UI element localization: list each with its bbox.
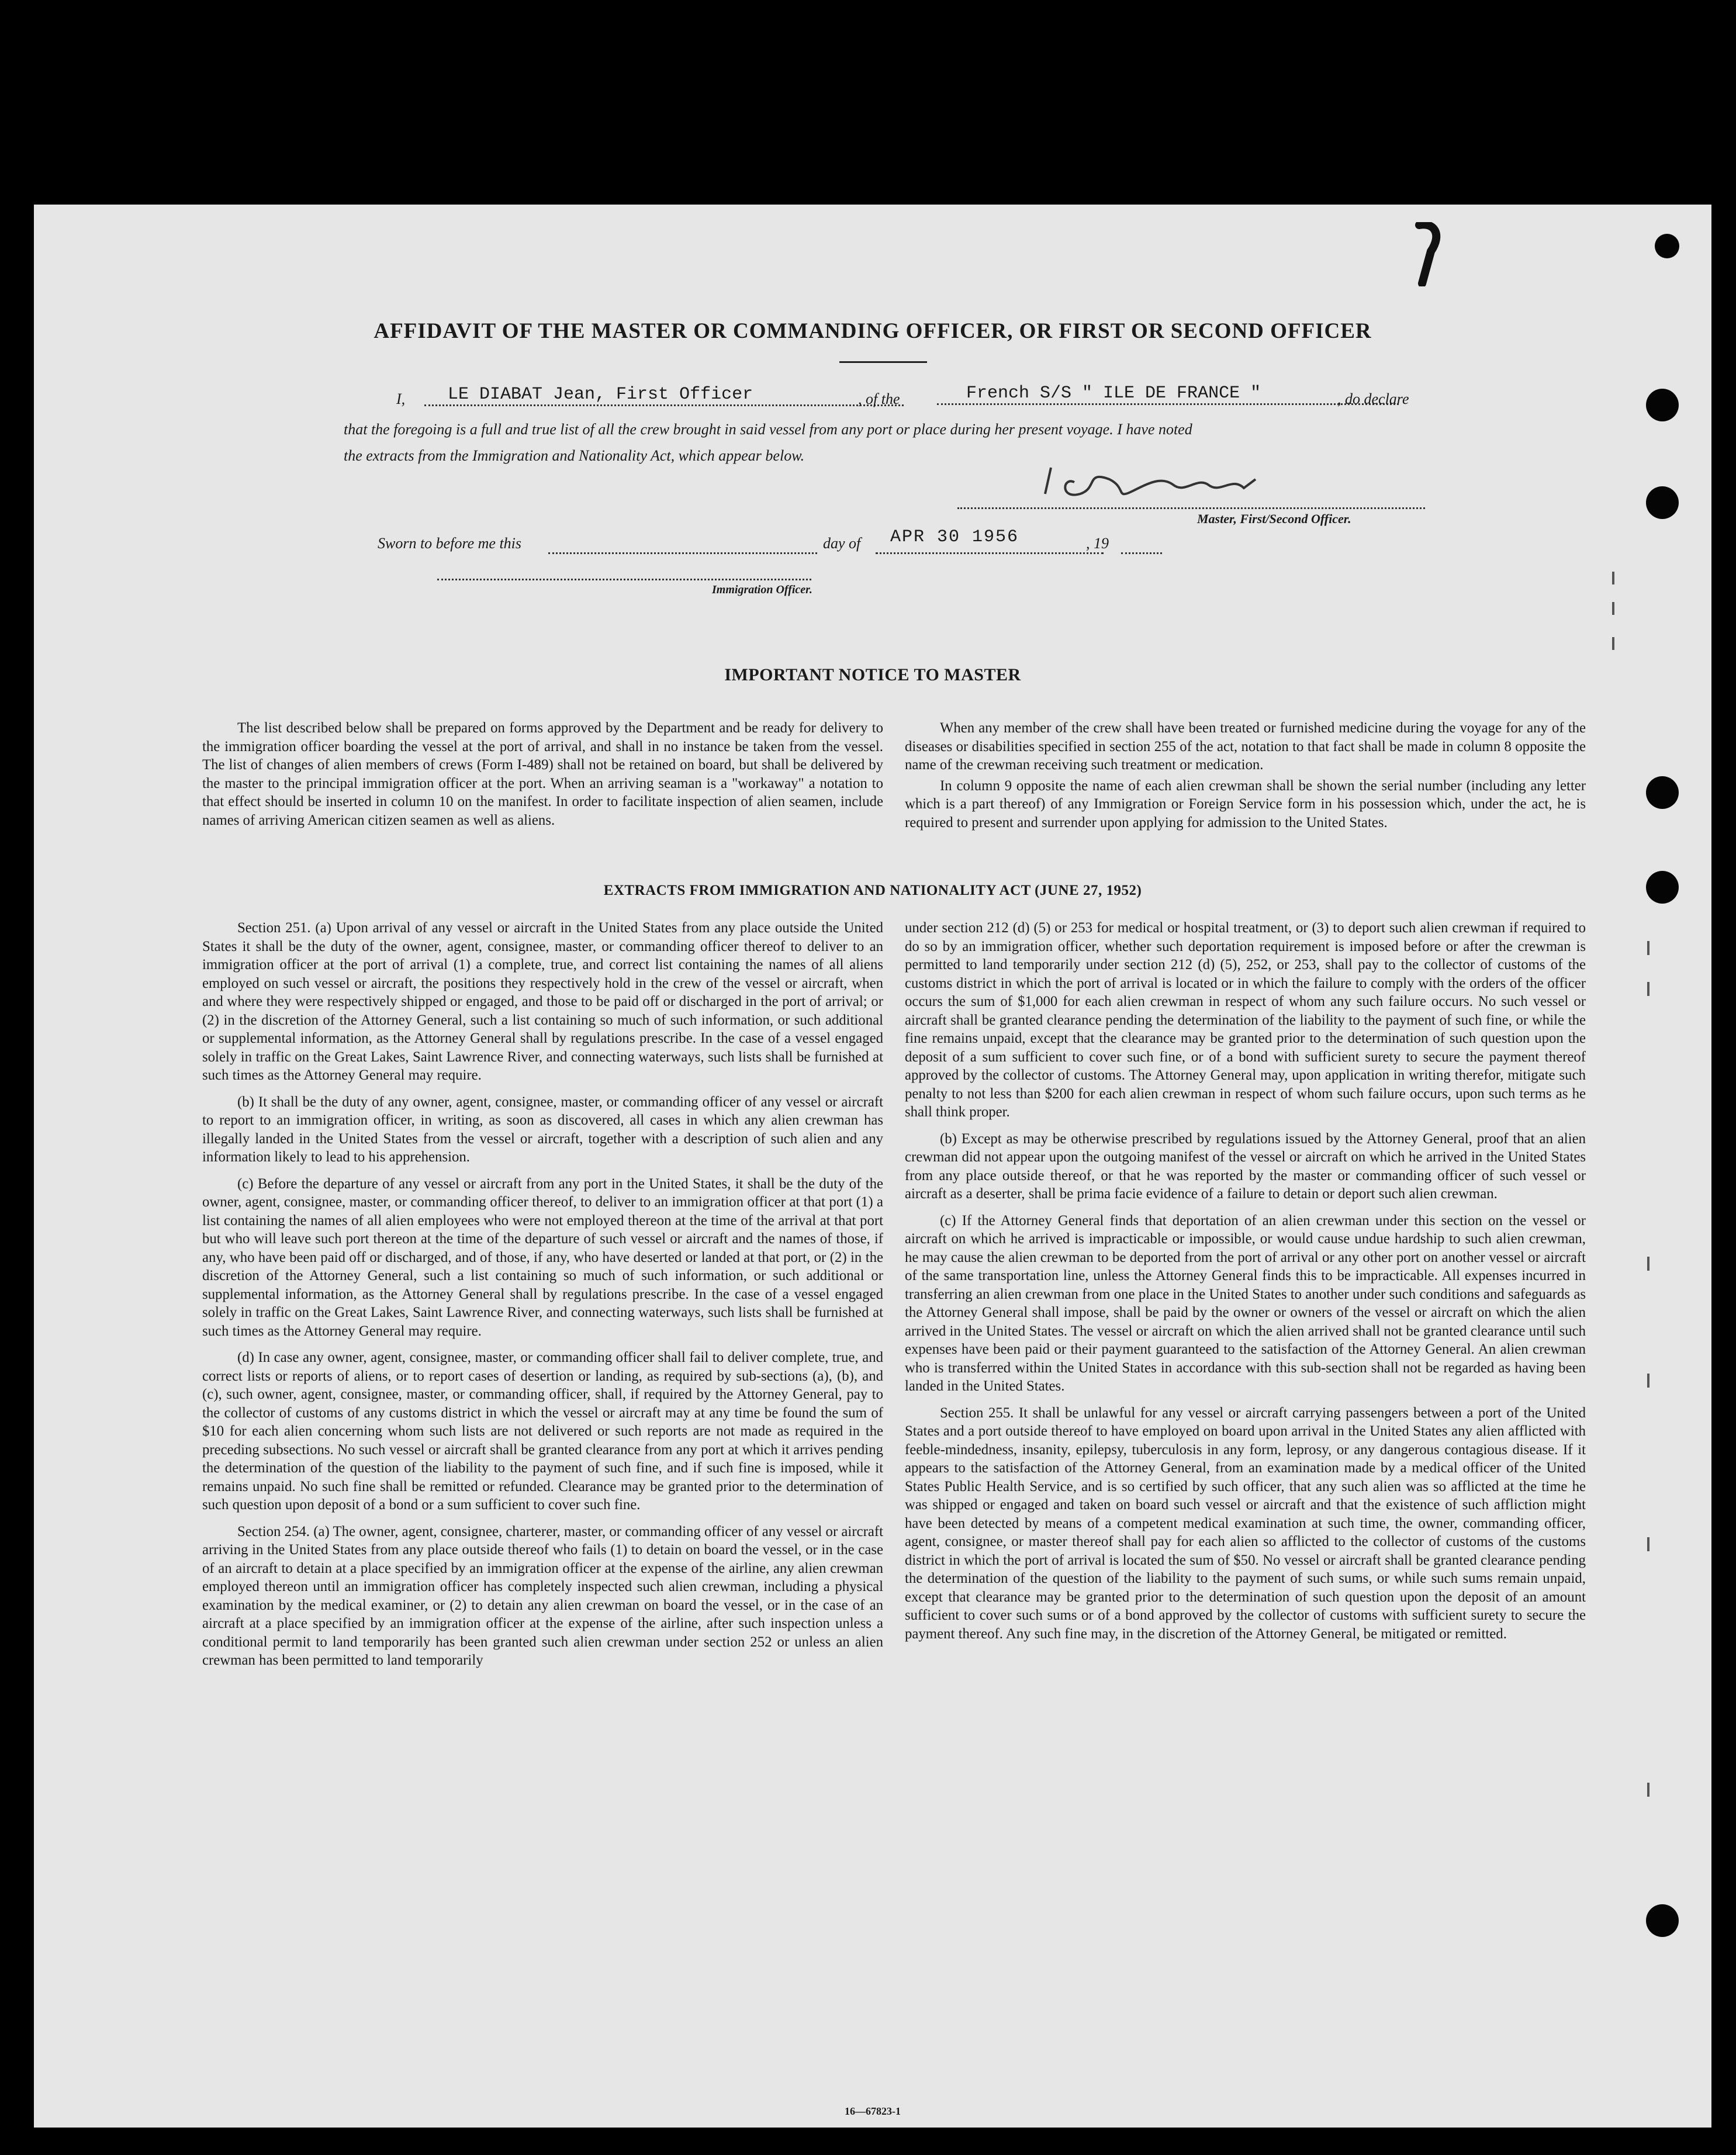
- extracts-heading: EXTRACTS FROM IMMIGRATION AND NATIONALITY ACT (JUNE 27, 1952): [603, 883, 1142, 898]
- signature-scribble-icon: [1028, 459, 1378, 506]
- vessel-name-field: French S/S " ILE DE FRANCE ": [937, 383, 1399, 405]
- punch-hole: [1646, 1904, 1679, 1937]
- margin-tick: [1647, 941, 1649, 955]
- notice-right-paragraph: In column 9 opposite the name of each alien crewman shall be shown the serial number (including any letter which is a part thereof) of any Immigration or Foreign Service form in his possession which, under the act, he is required to present and surrender upon applying for admission to the United States.: [905, 777, 1586, 831]
- punch-hole: [1646, 389, 1679, 421]
- extract-paragraph: Section 254. (a) The owner, agent, consignee, charterer, master, or commanding officer of any vessel or aircraft arriving in the United States from any place outside thereof who fails (1) to detain on board the vessel, or in the case of an aircraft to detain at a place specified by an immigration officer at the expense of the airline, any alien crewman employed thereon until an immigration officer has completely inspected such alien crewman, including a physical examination by the medical examiner, or (2) to detain any alien crewman on board the vessel, or in the case of an aircraft at a place specified by an immigration officer at the expense of the airline, after such inspection unless a conditional permit to land temporarily has been granted such alien crewman under section 252 or unless an alien crewman has been permitted to land temporarily: [202, 1523, 883, 1668]
- notice-right-column: [905, 719, 1586, 832]
- notice-left-column: [202, 719, 883, 829]
- day-of-label: day of: [823, 535, 861, 552]
- margin-tick: [1647, 1537, 1649, 1551]
- notice-heading: IMPORTANT NOTICE TO MASTER: [724, 665, 1021, 684]
- margin-tick: [1647, 1783, 1649, 1797]
- punch-hole: [1646, 776, 1679, 809]
- title-underline: [839, 361, 927, 363]
- margin-tick: [1647, 1257, 1649, 1271]
- extract-paragraph: (d) In case any owner, agent, consignee, master, or commanding officer shall fail to deliver complete, true, and correct lists or reports of aliens, or to report cases of desertion or landing, as required by sub-sections (a), (b), and (c), such owner, agent, consignee, master, or commanding officer, shall, if required by the Attorney General, pay to the collector of customs of any customs district in which the vessel or aircraft may at any time be found the sum of $10 for each alien concerning whom such lists are not delivered or such reports are not made as required in the preceding subsections. No such vessel or aircraft shall be granted clearance from any port at which it arrives pending the determination of the question of the liability to the payment of such fine, and if such fine is imposed, while it remains unpaid. No such fine shall be remitted or refunded. Clearance may be granted prior to the determination of such question upon deposit of a bond or a sum sufficient to cover such fine.: [202, 1350, 883, 1513]
- declarant-name-field: LE DIABAT Jean, First Officer: [424, 385, 904, 406]
- sworn-label: Sworn to before me this: [378, 535, 522, 552]
- declaration-line-3: the extracts from the Immigration and Nationality Act, which appear below.: [344, 447, 805, 464]
- declaration-line-2: that the foregoing is a full and true list of all the crew brought in said vessel from any port or place during her present voyage. I have noted: [344, 421, 1192, 438]
- punch-hole: [1655, 234, 1679, 258]
- extract-paragraph: (c) If the Attorney General finds that deportation of an alien crewman under this section on the vessel or aircraft on which he arrived is impracticable or impossible, or would cause undue hardship to such alien crewman, he may cause the alien crewman to be deported from the port of arrival or any other port on another vessel or aircraft of the same transportation line, unless the Attorney General finds this to be impracticable. All expenses incurred in transferring an alien crewman from one place in the United States to another under such conditions and safeguards as the Attorney General shall impose, shall be paid by the owner or owners of the vessel or aircraft on which the alien arrived in the United States. The vessel or aircraft on which the alien arrived shall not be granted clearance until such expenses have been paid or their payment guaranteed to the satisfaction of the Attorney General. An alien crewman who is transferred within the United States in accordance with this sub-section shall not be regarded as having been landed in the United States.: [905, 1212, 1586, 1394]
- margin-tick: [1612, 572, 1614, 584]
- year-field: [1121, 541, 1162, 554]
- date-stamp: APR 30 1956: [890, 527, 1019, 547]
- margin-tick: [1612, 602, 1614, 615]
- affidavit-title: AFFIDAVIT OF THE MASTER OR COMMANDING OFFICER, OR FIRST OR SECOND OFFICER: [374, 319, 1372, 343]
- of-the-label: , of the: [858, 390, 900, 407]
- declaration-pronoun: I,: [396, 390, 406, 407]
- immigration-officer-line: [437, 579, 811, 580]
- officer-title-label: Master, First/Second Officer.: [1197, 511, 1351, 526]
- signature-line: [957, 507, 1425, 509]
- extract-paragraph: under section 212 (d) (5) or 253 for medical or hospital treatment, or (3) to deport such alien crewman if required to do so by an immigration officer, whether such deportation requirement is imposed before or after the crewman is permitted to land temporarily under section 212 (d) (5), 252, or 253, shall pay to the collector of customs of the customs district in which the port of arrival is located or in which the failure to comply with the orders of the officer occurs the sum of $1,000 for each alien crewman in respect of whom any such failure occurs. No such vessel or aircraft shall be granted clearance pending the determination of the liability to the payment of such fine, or while the fine remains unpaid, except that the clearance may be granted prior to the determination of such question upon the deposit of a sum sufficient to cover such fine, or of a bond with sufficient surety to secure the payment thereof approved by the collector of customs. The Attorney General may, upon application in writing therefor, mitigate such penalty to not less than $200 for each alien crewman in respect of whom such failure occurs, upon such terms as he shall think proper.: [905, 920, 1586, 1120]
- sworn-day-field: [548, 541, 817, 554]
- year-prefix-label: , 19: [1086, 535, 1109, 552]
- form-code: 16—67823-1: [845, 2105, 901, 2117]
- extracts-right-column: [905, 919, 1586, 1643]
- extract-paragraph: (b) Except as may be otherwise prescribed by regulations issued by the Attorney General, proof that an alien crewman did not appear upon the outgoing manifest of the vessel or aircraft on which he arrived in the United States from any place outside thereof, or that he was reported by the master or commanding officer of such vessel or aircraft as a deserter, shall be prima facie evidence of a failure to detain or deport such alien crewman.: [905, 1130, 1586, 1202]
- extract-paragraph: (b) It shall be the duty of any owner, agent, consignee, master, or commanding officer of any vessel or aircraft to report to an immigration officer, in writing, as soon as discovered, all cases in which any alien crewman has illegally landed in the United States from the vessel or aircraft, together with a description of such alien and any information likely to lead to his apprehension.: [202, 1094, 883, 1165]
- margin-tick: [1647, 982, 1649, 996]
- notice-right-paragraph: When any member of the crew shall have been treated or furnished medicine during the voyage for any of the diseases or disabilities specified in section 255 of the act, notation to that fact shall be made in column 8 opposite the name of the crewman receiving such treatment or medication.: [905, 720, 1586, 773]
- extract-paragraph: Section 251. (a) Upon arrival of any vessel or aircraft in the United States from any place outside the United States it shall be the duty of the owner, agent, consignee, master, or commanding officer thereof to deliver to an immigration officer at the port of arrival (1) a complete, true, and correct list containing the names of all aliens employed on such vessel or aircraft, the positions they respectively hold in the crew of the vessel or aircraft, when and where they were respectively shipped or engaged, and those to be paid off or discharged in the port of arrival; or (2) in the discretion of the Attorney General, such a list containing so much of such information, or such additional or supplemental information, as the Attorney General shall by regulations prescribe. In the case of a vessel engaged solely in traffic on the Great Lakes, Saint Lawrence River, and connecting waterways, such lists shall be furnished at such times as the Attorney General may require.: [202, 920, 883, 1083]
- extracts-left-column: [202, 919, 883, 1670]
- extract-paragraph: (c) Before the departure of any vessel or aircraft from any port in the United States, it shall be the duty of the owner, agent, consignee, master, or commanding officer thereof, to deliver to an immigration officer at that port (1) a list containing the names of all alien employees who were not employed thereon at the time of the arrival at that port but who will leave such port thereon at the time of the departure of such vessel or aircraft and the names of those, if any, who have been paid off or discharged, and of those, if any, who have deserted or landed at that port, or (2) in the discretion of the Attorney General, such a list containing so much of such information, or such additional or supplemental information, as the Attorney General shall by regulations prescribe. In the case of a vessel engaged solely in traffic on the Great Lakes, Saint Lawrence River, and connecting waterways, such lists shall be furnished at such times as the Attorney General may require.: [202, 1175, 883, 1339]
- extract-paragraph: Section 255. It shall be unlawful for any vessel or aircraft carrying passengers between a port of the United States and a port outside thereof to have employed on board upon arrival in the United States any alien afflicted with feeble-mindedness, insanity, epilepsy, tuberculosis in any form, leprosy, or any dangerous contagious disease. If it appears to the satisfaction of the Attorney General, from an examination made by a medical officer of the United States Public Health Service, and is so certified by such officer, that any such alien was so afflicted at the time he was shipped or engaged and taken on board such vessel or aircraft and that the existence of such affliction might have been detected by means of a competent medical examination at such time, the owner, commanding officer, agent, consignee, or master thereof shall pay for each alien so afflicted to the collector of customs of the customs district in which the port of arrival is located the sum of $50. No vessel or aircraft shall be granted clearance pending the determination of the question of the liability to the payment of such sums, or while such sums remain unpaid, except that clearance may be granted prior to the determination of such question upon the deposit of an amount sufficient to cover such sums or of a bond approved by the collector of customs with sufficient surety to secure the payment thereof. Any such fine may, in the discretion of the Attorney General, be mitigated or remitted.: [905, 1405, 1586, 1642]
- notice-left-paragraph: The list described below shall be prepared on forms approved by the Department and be ready for delivery to the immigration officer boarding the vessel at the port of arrival, and shall in no instance be taken from the vessel. The list of changes of alien members of crews (Form I-489) shall not be retained on board, but shall be delivered by the master to the principal immigration officer at the port. When an arriving seaman is a "workaway" a notation to that effect should be inserted in column 10 on the manifest. In order to facilitate inspection of alien seamen, include names of arriving American citizen seamen as well as aliens.: [202, 720, 883, 828]
- do-declare-label: , do declare: [1337, 390, 1409, 407]
- margin-tick: [1647, 1374, 1649, 1388]
- immigration-officer-label: Immigration Officer.: [712, 583, 812, 596]
- handwritten-mark-icon: [1402, 222, 1448, 286]
- signature: [1028, 459, 1378, 506]
- document-page: [34, 205, 1711, 2128]
- margin-tick: [1612, 637, 1614, 650]
- punch-hole: [1646, 486, 1679, 519]
